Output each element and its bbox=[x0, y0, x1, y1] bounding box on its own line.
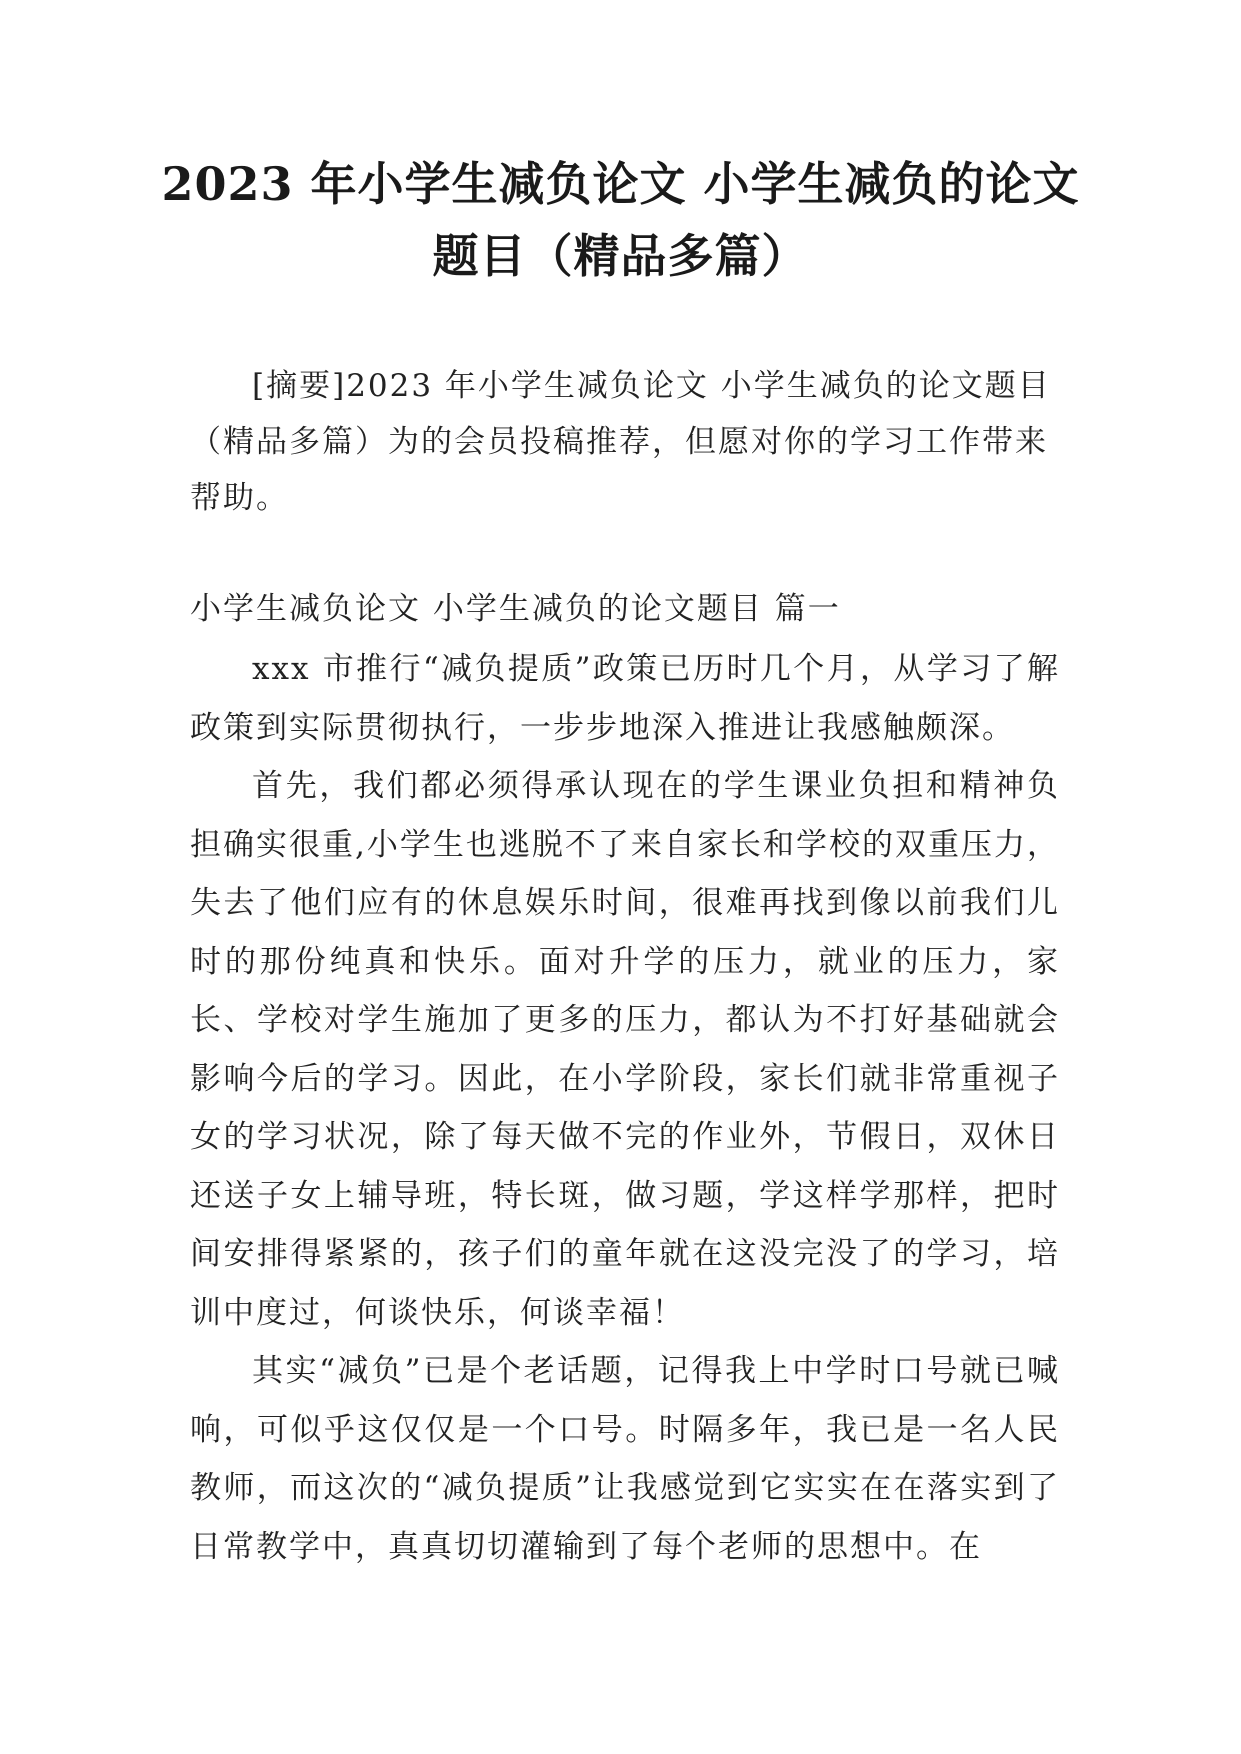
abstract-paragraph: [摘要]2023 年小学生减负论文 小学生减负的论文题目（精品多篇）为的会员投稿推荐，但愿对你的学习工作带来帮助。 bbox=[190, 368, 1051, 516]
body-paragraph: 其实“减负”已是个老话题，记得我上中学时口号就已喊响，可似乎这仅仅是一个口号。时隔多年，我已是一名人民教师，而这次的“减负提质”让我感觉到它实实在在落实到了日常教学中，真真切切灌输到了每个老师的思想中。在 bbox=[190, 1353, 1060, 1565]
document-title-line-1: 2023 年小学生减负论文 小学生减负的论文 bbox=[161, 157, 1080, 211]
body-paragraph: xxx 市推行“减负提质”政策已历时几个月，从学习了解政策到实际贯彻执行，一步步地深入推进让我感触颇深。 bbox=[190, 651, 1060, 746]
section-heading: 小学生减负论文 小学生减负的论文题目 篇一 bbox=[190, 591, 841, 627]
body-paragraph: 首先，我们都必须得承认现在的学生课业负担和精神负担确实很重,小学生也逃脱不了来自家长和学校的双重压力，失去了他们应有的休息娱乐时间，很难再找到像以前我们儿时的那份纯真和快乐。面对升学的压力，就业的压力，家长、学校对学生施加了更多的压力，都认为不打好基础就会影响今后的学习。因此，在小学阶段，家长们就非常重视子女的学习状况，除了每天做不完的作业外，节假日，双休日还送子女上辅导班，特长斑，做习题，学这样学那样，把时间安排得紧紧的，孩子们的童年就在这没完没了的学习，培训中度过，何谈快乐，何谈幸福！ bbox=[190, 768, 1060, 1331]
document-title-line-2: 题目（精品多篇） bbox=[432, 229, 809, 283]
document-body bbox=[190, 640, 1060, 1576]
